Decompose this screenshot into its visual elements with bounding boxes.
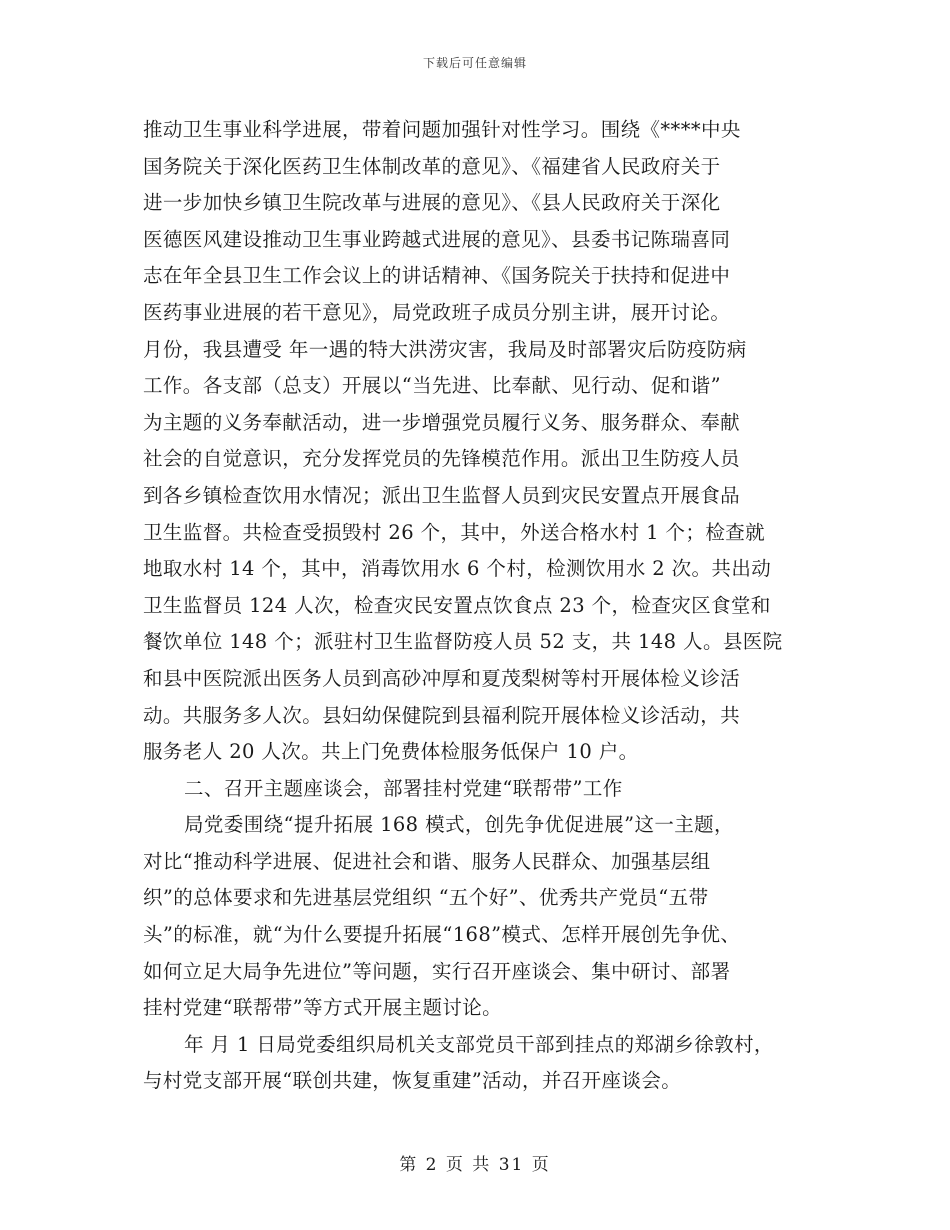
- body-line: 推动卫生事业科学进展，带着问题加强针对性学习。围绕《****中央: [143, 118, 741, 141]
- body-line: 工作。各支部（总支）开展以“当先进、比奉献、见行动、促和谐”: [143, 374, 721, 398]
- body-line: 医药事业进展的若干意见》，局党政班子成员分别主讲，展开讨论。: [143, 300, 731, 324]
- body-line: 进一步加快乡镇卫生院改革与进展的意见》、《县人民政府关于深化: [143, 191, 721, 215]
- body-line: 卫生监督员 124 人次，检查灾民安置点饮食点 23 个，检查灾区食堂和: [143, 593, 771, 617]
- body-line: 卫生监督。共检查受损毁村 26 个，其中，外送合格水村 1 个；检查就: [143, 520, 766, 544]
- body-line: 挂村党建“联帮带”等方式开展主题讨论。: [143, 996, 503, 1020]
- body-line: 织”的总体要求和先进基层党组织 “五个好”、优秀共产党员“五带: [143, 886, 709, 910]
- body-line: 医德医风建设推动卫生事业跨越式进展的意见》、县委书记陈瑞喜同: [143, 227, 731, 251]
- body-line: 月份，我县遭受 年一遇的特大洪涝灾害，我局及时部署灾后防疫防病: [143, 337, 747, 361]
- body-line: 为主题的义务奉献活动，进一步增强党员履行义务、服务群众、奉献: [143, 410, 741, 434]
- body-line: 年 月 1 日局党委组织局机关支部党员干部到挂点的郑湖乡徐敦村，: [184, 1032, 774, 1056]
- page-header-note: 下载后可任意编辑: [422, 56, 527, 70]
- body-line: 二、召开主题座谈会，部署挂村党建“联帮带”工作: [184, 776, 623, 800]
- body-line: 头”的标准，就“为什么要提升拓展“168”模式、怎样开展创先争优、: [143, 923, 741, 947]
- body-line: 国务院关于深化医药卫生体制改革的意见》、《福建省人民政府关于: [143, 154, 721, 178]
- body-line: 动。共服务多人次。县妇幼保健院到县福利院开展体检义诊活动，共: [143, 703, 741, 727]
- body-line: 社会的自觉意识，充分发挥党员的先锋模范作用。派出卫生防疫人员: [143, 447, 741, 471]
- body-line: 对比“推动科学进展、促进社会和谐、服务人民群众、加强基层组: [143, 849, 711, 873]
- body-line: 餐饮单位 148 个；派驻村卫生监督防疫人员 52 支，共 148 人。县医院: [143, 630, 783, 654]
- document-body: [143, 112, 808, 1100]
- body-line: 到各乡镇检查饮用水情况；派出卫生监督人员到灾民安置点开展食品: [143, 483, 741, 507]
- body-line: 服务老人 20 人次。共上门免费体检服务低保户 10 户。: [143, 740, 639, 764]
- body-line: 地取水村 14 个，其中，消毒饮用水 6 个村，检测饮用水 2 次。共出动: [143, 557, 772, 581]
- body-line: 局党委围绕“提升拓展 168 模式，创先争优促进展”这一主题，: [184, 813, 734, 837]
- body-line: 志在年全县卫生工作会议上的讲话精神、《国务院关于扶持和促进中: [143, 264, 731, 288]
- body-line: 和县中医院派出医务人员到高砂冲厚和夏茂梨树等村开展体检义诊活: [143, 666, 741, 690]
- page-number: 第 2 页 共 31 页: [399, 1155, 551, 1175]
- body-line: 与村党支部开展“联创共建，恢复重建”活动，并召开座谈会。: [143, 1069, 682, 1093]
- body-line: 如何立足大局争先进位”等问题，实行召开座谈会、集中研讨、部署: [143, 959, 731, 983]
